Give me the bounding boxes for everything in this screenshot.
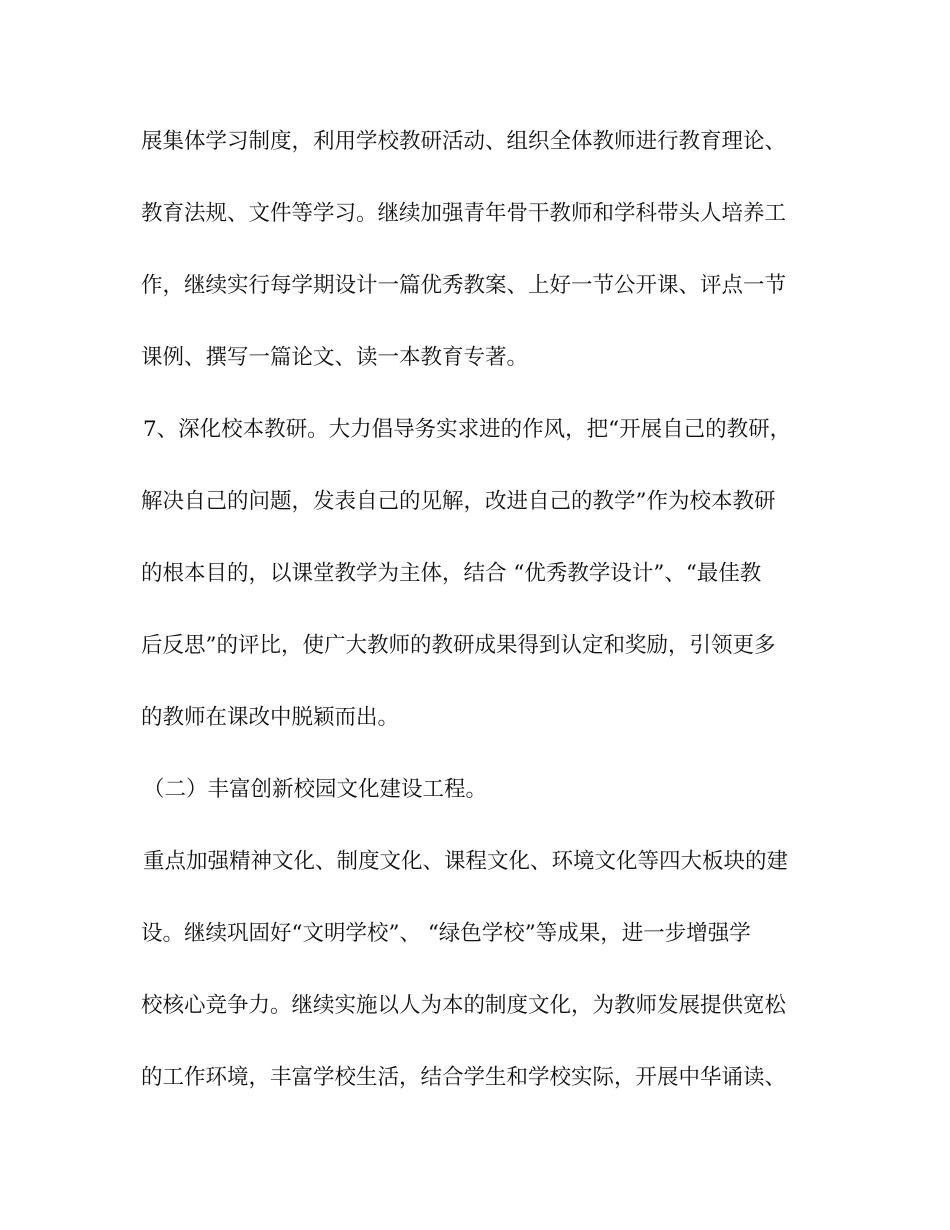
text-line: 的根本目的，以课堂教学为主体，结合 “优秀教学设计”、“最佳教 [141, 561, 762, 586]
text-line: 的工作环境，丰富学校生活，结合学生和学校实际，开展中华诵读、 [141, 1065, 787, 1090]
section-heading: （二）丰富创新校园文化建设工程。 [143, 777, 488, 802]
text-line: 的教师在课改中脱颖而出。 [141, 705, 400, 730]
text-line: 校核心竞争力。继续实施以人为本的制度文化，为教师发展提供宽松 [141, 993, 787, 1018]
text-line: 展集体学习制度，利用学校教研活动、组织全体教师进行教育理论、 [141, 129, 787, 154]
text-line: 教育法规、文件等学习。继续加强青年骨干教师和学科带头人培养工 [141, 201, 787, 226]
text-line: 后反思”的评比，使广大教师的教研成果得到认定和奖励，引领更多 [141, 633, 776, 658]
text-line: 课例、撰写一篇论文、读一本教育专著。 [141, 345, 529, 370]
text-line: 设。继续巩固好“文明学校”、 “绿色学校”等成果，进一步增强学 [141, 921, 751, 946]
text-line: 作，继续实行每学期设计一篇优秀教案、上好一节公开课、评点一节 [141, 273, 787, 298]
text-line: 重点加强精神文化、制度文化、课程文化、环境文化等四大板块的建 [143, 849, 789, 874]
text-line: 解决自己的问题，发表自己的见解，改进自己的教学”作为校本教研 [141, 489, 776, 514]
section-item-heading: 7、深化校本教研。大力倡导务实求进的作风，把“开展自己的教研， [143, 417, 792, 442]
